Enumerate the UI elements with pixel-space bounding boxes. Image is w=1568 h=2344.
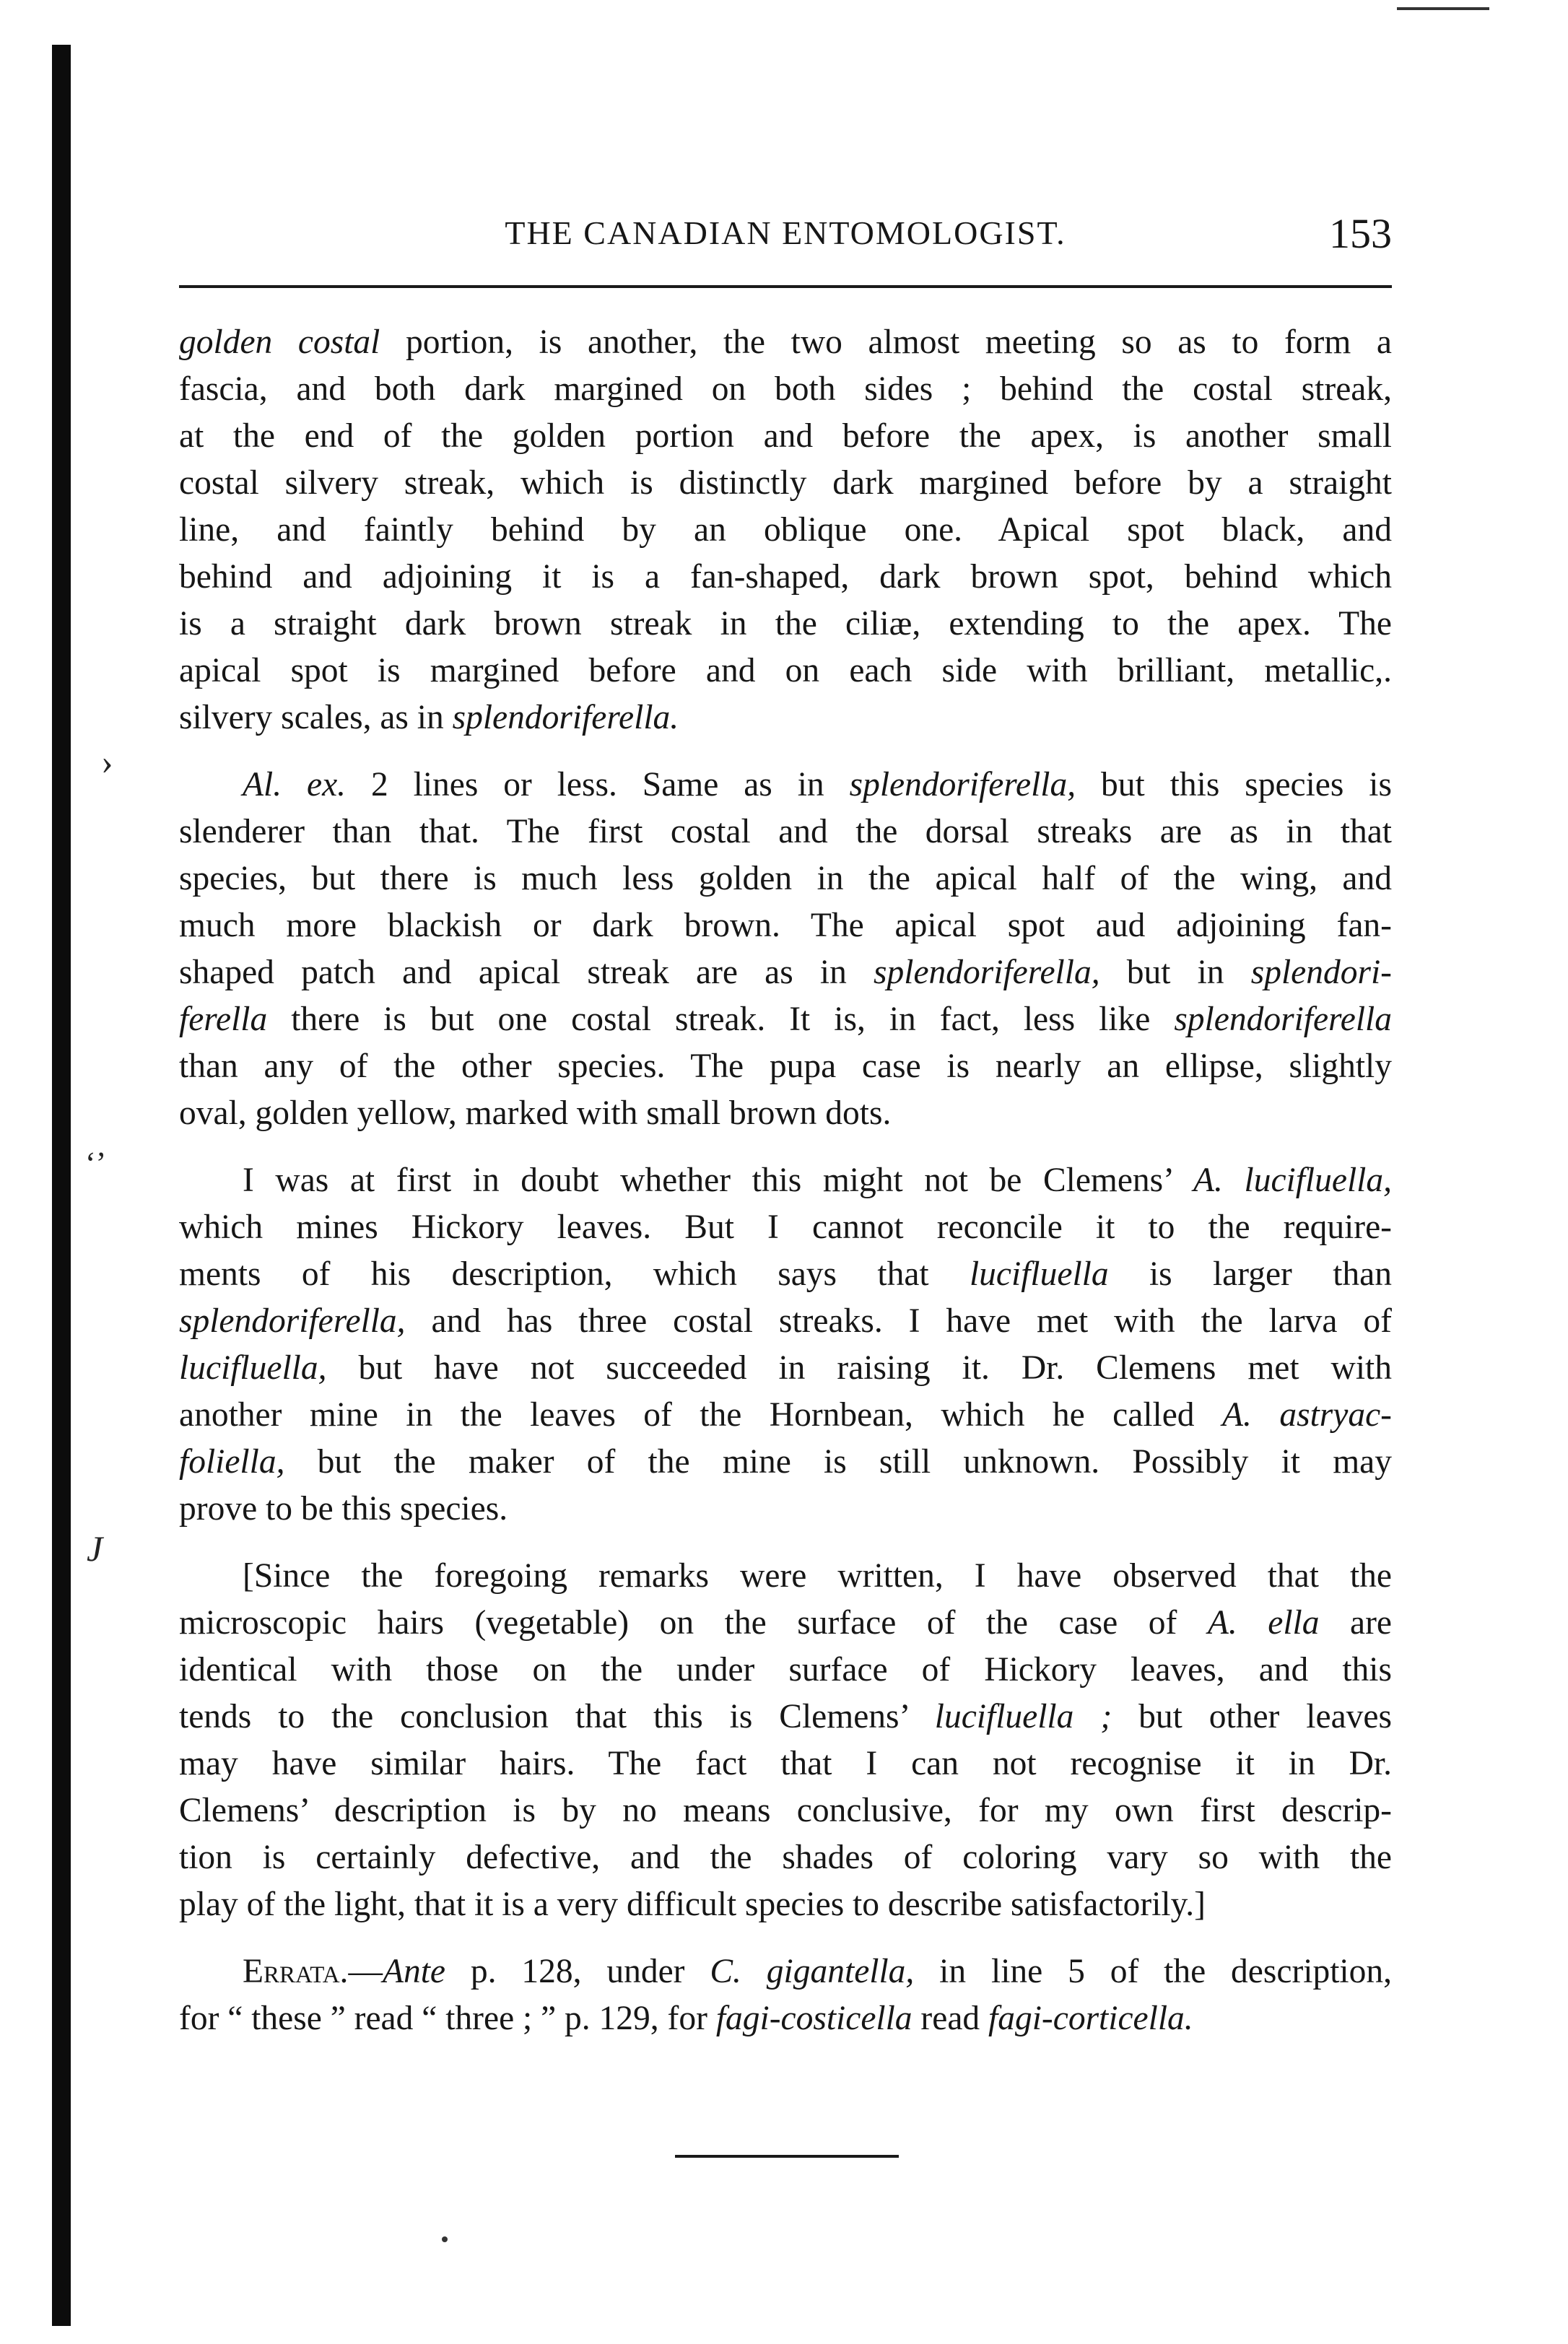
- text-line: ferella there is but one costal streak. It is, in fact, less like splendoriferella: [179, 1001, 1392, 1038]
- running-title: THE CANADIAN ENTOMOLOGIST.: [505, 214, 1066, 251]
- top-corner-rule: [1397, 7, 1489, 10]
- text-line: another mine in the leaves of the Hornbean, which he called A. astryac-: [179, 1396, 1392, 1434]
- page-header: [179, 209, 1392, 267]
- text-line: play of the light, that it is a very difficult species to describe satisfactorily.]: [179, 1886, 1206, 1923]
- text-line: tends to the conclusion that this is Clemens’ lucifluella ; but other leaves: [179, 1698, 1392, 1735]
- text-line: than any of the other species. The pupa case is nearly an ellipse, slightly: [179, 1047, 1392, 1085]
- text-line: much more blackish or dark brown. The apical spot aud adjoining fan-: [179, 907, 1392, 944]
- text-line: I was at first in doubt whether this might not be Clemens’ A. lucifluella,: [243, 1162, 1392, 1199]
- text-line: lucifluella, but have not succeeded in raising it. Dr. Clemens met with: [179, 1349, 1392, 1387]
- text-line: apical spot is margined before and on each side with brilliant, metallic,.: [179, 652, 1392, 689]
- text-line: behind and adjoining it is a fan-shaped, dark brown spot, behind which: [179, 558, 1392, 596]
- text-line: silvery scales, as in splendoriferella.: [179, 699, 679, 736]
- text-line: identical with those on the under surface of Hickory leaves, and this: [179, 1651, 1392, 1689]
- text-line: which mines Hickory leaves. But I cannot reconcile it to the require-: [179, 1208, 1392, 1246]
- text-line: is a straight dark brown streak in the ciliæ, extending to the apex. The: [179, 605, 1392, 642]
- text-line: oval, golden yellow, marked with small brown dots.: [179, 1094, 892, 1132]
- speck: [442, 2236, 448, 2242]
- errata-label: Errata.: [243, 1953, 349, 1990]
- text-line: line, and faintly behind by an oblique one. Apical spot black, and: [179, 511, 1392, 549]
- text-line: Clemens’ description is by no means conclusive, for my own first descrip-: [179, 1792, 1392, 1829]
- body-text: [179, 319, 1392, 2042]
- text-line: foliella, but the maker of the mine is still unknown. Possibly it may: [179, 1443, 1392, 1481]
- paragraph: [179, 1157, 1392, 1533]
- page-binding-edge: [52, 45, 71, 2326]
- page-number: 153: [1329, 210, 1392, 257]
- text-line: may have similar hairs. The fact that I can not recognise it in Dr.: [179, 1745, 1392, 1782]
- paragraph: [179, 762, 1392, 1137]
- text-line: species, but there is much less golden in the apical half of the wing, and: [179, 860, 1392, 897]
- paragraph: [179, 319, 1392, 741]
- text-line: at the end of the golden portion and before the apex, is another small: [179, 417, 1392, 455]
- paragraph: [179, 1553, 1392, 1928]
- margin-mark: ‘ʼ: [85, 1146, 107, 1181]
- text-line: [Since the foregoing remarks were written, I have observed that the: [243, 1557, 1392, 1595]
- text-line: ments of his description, which says that lucifluella is larger than: [179, 1255, 1393, 1293]
- text-line: Errata.—Ante p. 128, under C. gigantella, in line 5 of the description,: [243, 1953, 1392, 1990]
- text-line: fascia, and both dark margined on both sides ; behind the costal streak,: [179, 370, 1392, 408]
- errata-paragraph: [179, 1948, 1392, 2042]
- text-line: slenderer than that. The first costal and the dorsal streaks are as in that: [179, 813, 1392, 850]
- footer-rule: [675, 2155, 899, 2158]
- text-line: splendoriferella, and has three costal streaks. I have met with the larva of: [179, 1302, 1392, 1340]
- text-line: shaped patch and apical streak are as in splendoriferella, but in splendori-: [179, 954, 1392, 991]
- header-rule: [179, 285, 1392, 288]
- text-line: for “ these ” read “ three ; ” p. 129, for fagi-costicella read fagi-corticella.: [179, 2000, 1193, 2037]
- text-line: costal silvery streak, which is distinctly dark margined before by a straight: [179, 464, 1392, 502]
- text-line: prove to be this species.: [179, 1490, 508, 1528]
- text-line: golden costal portion, is another, the two almost meeting so as to form a: [179, 323, 1392, 361]
- text-line: tion is certainly defective, and the shades of coloring vary so with the: [179, 1839, 1392, 1876]
- margin-mark: J: [87, 1528, 103, 1569]
- text-line: Al. ex. 2 lines or less. Same as in splendoriferella, but this species is: [243, 766, 1392, 803]
- text-line: microscopic hairs (vegetable) on the surface of the case of A. ella are: [179, 1604, 1392, 1642]
- margin-mark: ›: [101, 741, 113, 782]
